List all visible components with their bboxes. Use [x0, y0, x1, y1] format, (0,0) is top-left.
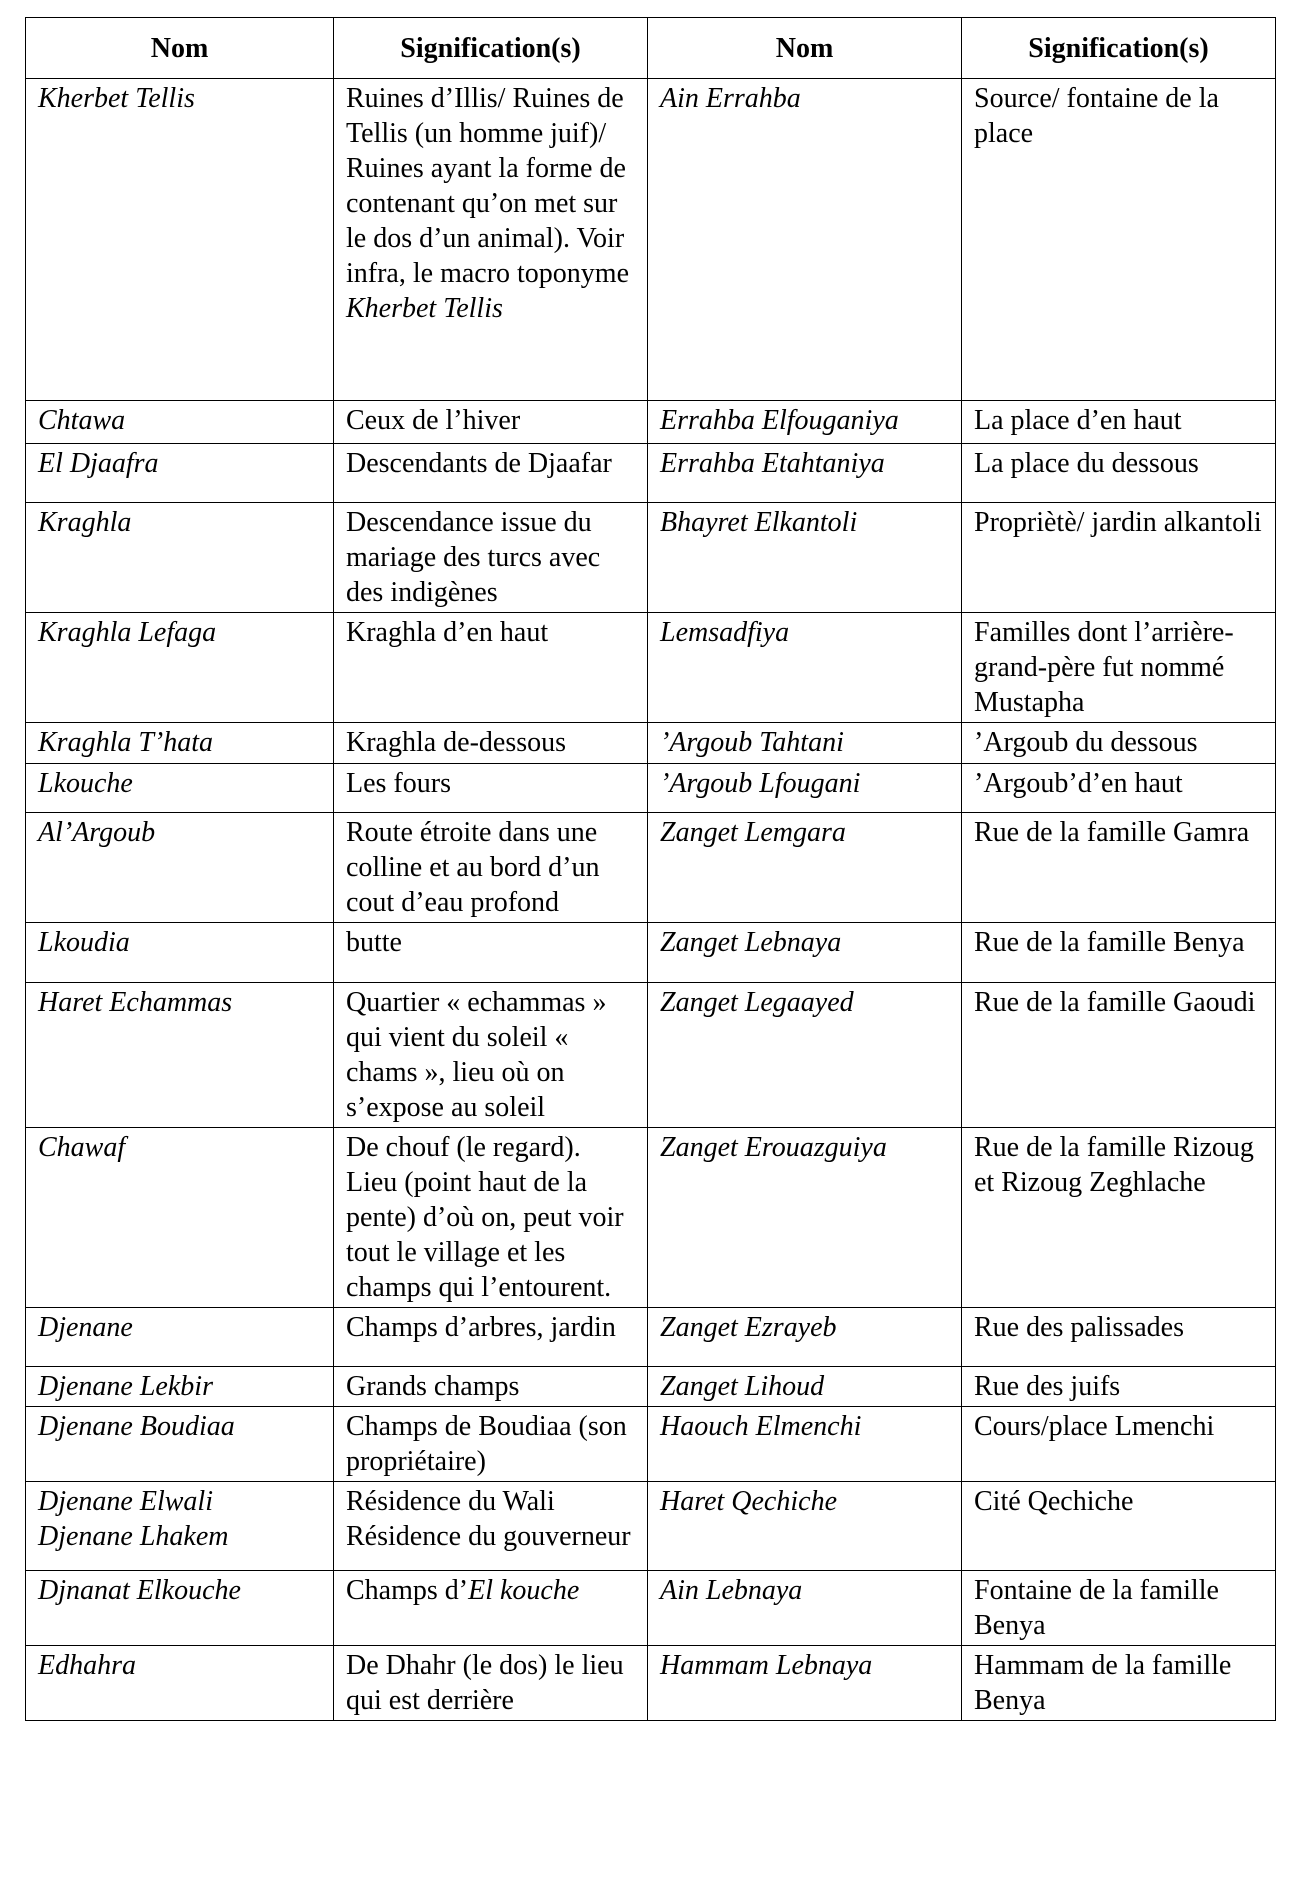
signification-cell: Propriètè/ jardin alkantoli [962, 503, 1276, 613]
signification-cell: Descendants de Djaafar [334, 444, 648, 503]
header-nom-2: Nom [648, 18, 962, 79]
nom-cell: Ain Lebnaya [648, 1571, 962, 1646]
signification-cell: Champs d’arbres, jardin [334, 1308, 648, 1367]
nom-cell: Kraghla Lefaga [26, 613, 334, 723]
nom-cell: Chtawa [26, 401, 334, 444]
signification-text: Ruines d’Illis/ Ruines de Tellis (un homme juif)/ Ruines ayant la forme de contenant qu’on met sur le dos d’un animal). Voir infra, le macro toponyme [346, 83, 630, 289]
signification-cell: Résidence du Wali Résidence du gouverneur [334, 1482, 648, 1571]
nom-cell: Errahba Etahtaniya [648, 444, 962, 503]
nom-cell: Al’Argoub [26, 813, 334, 923]
signification-cell: Ceux de l’hiver [334, 401, 648, 444]
nom-cell: Hammam Lebnaya [648, 1646, 962, 1721]
signification-cell: Rue de la famille Gaoudi [962, 983, 1276, 1128]
signification-cell: De Dhahr (le dos) le lieu qui est derrière [334, 1646, 648, 1721]
signification-cell: Familles dont l’arrière-grand-père fut nommé Mustapha [962, 613, 1276, 723]
nom-cell: Haret Echammas [26, 983, 334, 1128]
nom-cell: Zanget Lihoud [648, 1367, 962, 1407]
table-row [26, 401, 1276, 444]
table-row [26, 1646, 1276, 1721]
table-row [26, 983, 1276, 1128]
signification-cell: La place d’en haut [962, 401, 1276, 444]
nom-cell: Zanget Ezrayeb [648, 1308, 962, 1367]
table-row [26, 1407, 1276, 1482]
table-row [26, 813, 1276, 923]
nom-cell: Djenane Boudiaa [26, 1407, 334, 1482]
nom-line: Djenane Elwali [38, 1486, 213, 1517]
table-row [26, 1367, 1276, 1407]
signification-cell [334, 1571, 648, 1646]
nom-cell: Ain Errahba [648, 79, 962, 401]
nom-cell: Zanget Lemgara [648, 813, 962, 923]
nom-cell: ’Argoub Lfougani [648, 764, 962, 813]
table-row [26, 1571, 1276, 1646]
nom-cell: Zanget Erouazguiya [648, 1128, 962, 1308]
nom-cell [26, 1482, 334, 1571]
signification-italic-text: El kouche [468, 1575, 580, 1606]
nom-cell: Zanget Lebnaya [648, 923, 962, 983]
header-signification-1: Signification(s) [334, 18, 648, 79]
nom-cell: El Djaafra [26, 444, 334, 503]
header-signification-2: Signification(s) [962, 18, 1276, 79]
table-row [26, 1482, 1276, 1571]
signification-cell: Rue de la famille Gamra [962, 813, 1276, 923]
signification-cell: ’Argoub du dessous [962, 723, 1276, 764]
nom-cell: Kraghla [26, 503, 334, 613]
table-row [26, 1308, 1276, 1367]
nom-cell: Lkoudia [26, 923, 334, 983]
nom-cell: Lkouche [26, 764, 334, 813]
nom-cell: Bhayret Elkantoli [648, 503, 962, 613]
signification-cell: Cours/place Lmenchi [962, 1407, 1276, 1482]
nom-cell: Haouch Elmenchi [648, 1407, 962, 1482]
nom-cell: Djenane [26, 1308, 334, 1367]
nom-cell: Kherbet Tellis [26, 79, 334, 401]
signification-cell: Quartier « echammas » qui vient du soleil « chams », lieu où on s’expose au soleil [334, 983, 648, 1128]
nom-cell: Haret Qechiche [648, 1482, 962, 1571]
signification-cell: Rue de la famille Rizoug et Rizoug Zeghlache [962, 1128, 1276, 1308]
nom-cell: Kraghla T’hata [26, 723, 334, 764]
signification-cell: Les fours [334, 764, 648, 813]
table-row [26, 79, 1276, 401]
signification-cell: La place du dessous [962, 444, 1276, 503]
nom-line: Djenane Lhakem [38, 1521, 229, 1552]
signification-cell [334, 79, 648, 401]
nom-cell: ’Argoub Tahtani [648, 723, 962, 764]
nom-cell: Errahba Elfouganiya [648, 401, 962, 444]
signification-cell: De chouf (le regard). Lieu (point haut de la pente) d’où on, peut voir tout le village et les champs qui l’entourent. [334, 1128, 648, 1308]
table-row [26, 613, 1276, 723]
nom-cell: Djenane Lekbir [26, 1367, 334, 1407]
nom-cell: Zanget Legaayed [648, 983, 962, 1128]
nom-cell: Djnanat Elkouche [26, 1571, 334, 1646]
signification-cell: ’Argoub’d’en haut [962, 764, 1276, 813]
header-row [26, 18, 1276, 79]
signification-cell: Rue des juifs [962, 1367, 1276, 1407]
nom-cell: Chawaf [26, 1128, 334, 1308]
signification-cell: Source/ fontaine de la place [962, 79, 1276, 401]
signification-cell: Grands champs [334, 1367, 648, 1407]
signification-italic-text: Kherbet Tellis [346, 293, 503, 324]
signification-cell: Descendance issue du mariage des turcs avec des indigènes [334, 503, 648, 613]
table-row [26, 1128, 1276, 1308]
signification-cell: Cité Qechiche [962, 1482, 1276, 1571]
table-row [26, 723, 1276, 764]
signification-cell: Fontaine de la famille Benya [962, 1571, 1276, 1646]
signification-cell: Hammam de la famille Benya [962, 1646, 1276, 1721]
table-container [25, 17, 1276, 1721]
signification-text: Champs d’ [346, 1575, 469, 1606]
toponym-table [25, 17, 1276, 1721]
signification-cell: Route étroite dans une colline et au bord d’un cout d’eau profond [334, 813, 648, 923]
table-row [26, 764, 1276, 813]
signification-cell: Kraghla d’en haut [334, 613, 648, 723]
table-row [26, 923, 1276, 983]
header-nom-1: Nom [26, 18, 334, 79]
signification-cell: Kraghla de-dessous [334, 723, 648, 764]
nom-cell: Lemsadfiya [648, 613, 962, 723]
table-row [26, 444, 1276, 503]
signification-cell: Rue de la famille Benya [962, 923, 1276, 983]
signification-cell: Rue des palissades [962, 1308, 1276, 1367]
signification-cell: Champs de Boudiaa (son propriétaire) [334, 1407, 648, 1482]
table-row [26, 503, 1276, 613]
nom-cell: Edhahra [26, 1646, 334, 1721]
signification-cell: butte [334, 923, 648, 983]
